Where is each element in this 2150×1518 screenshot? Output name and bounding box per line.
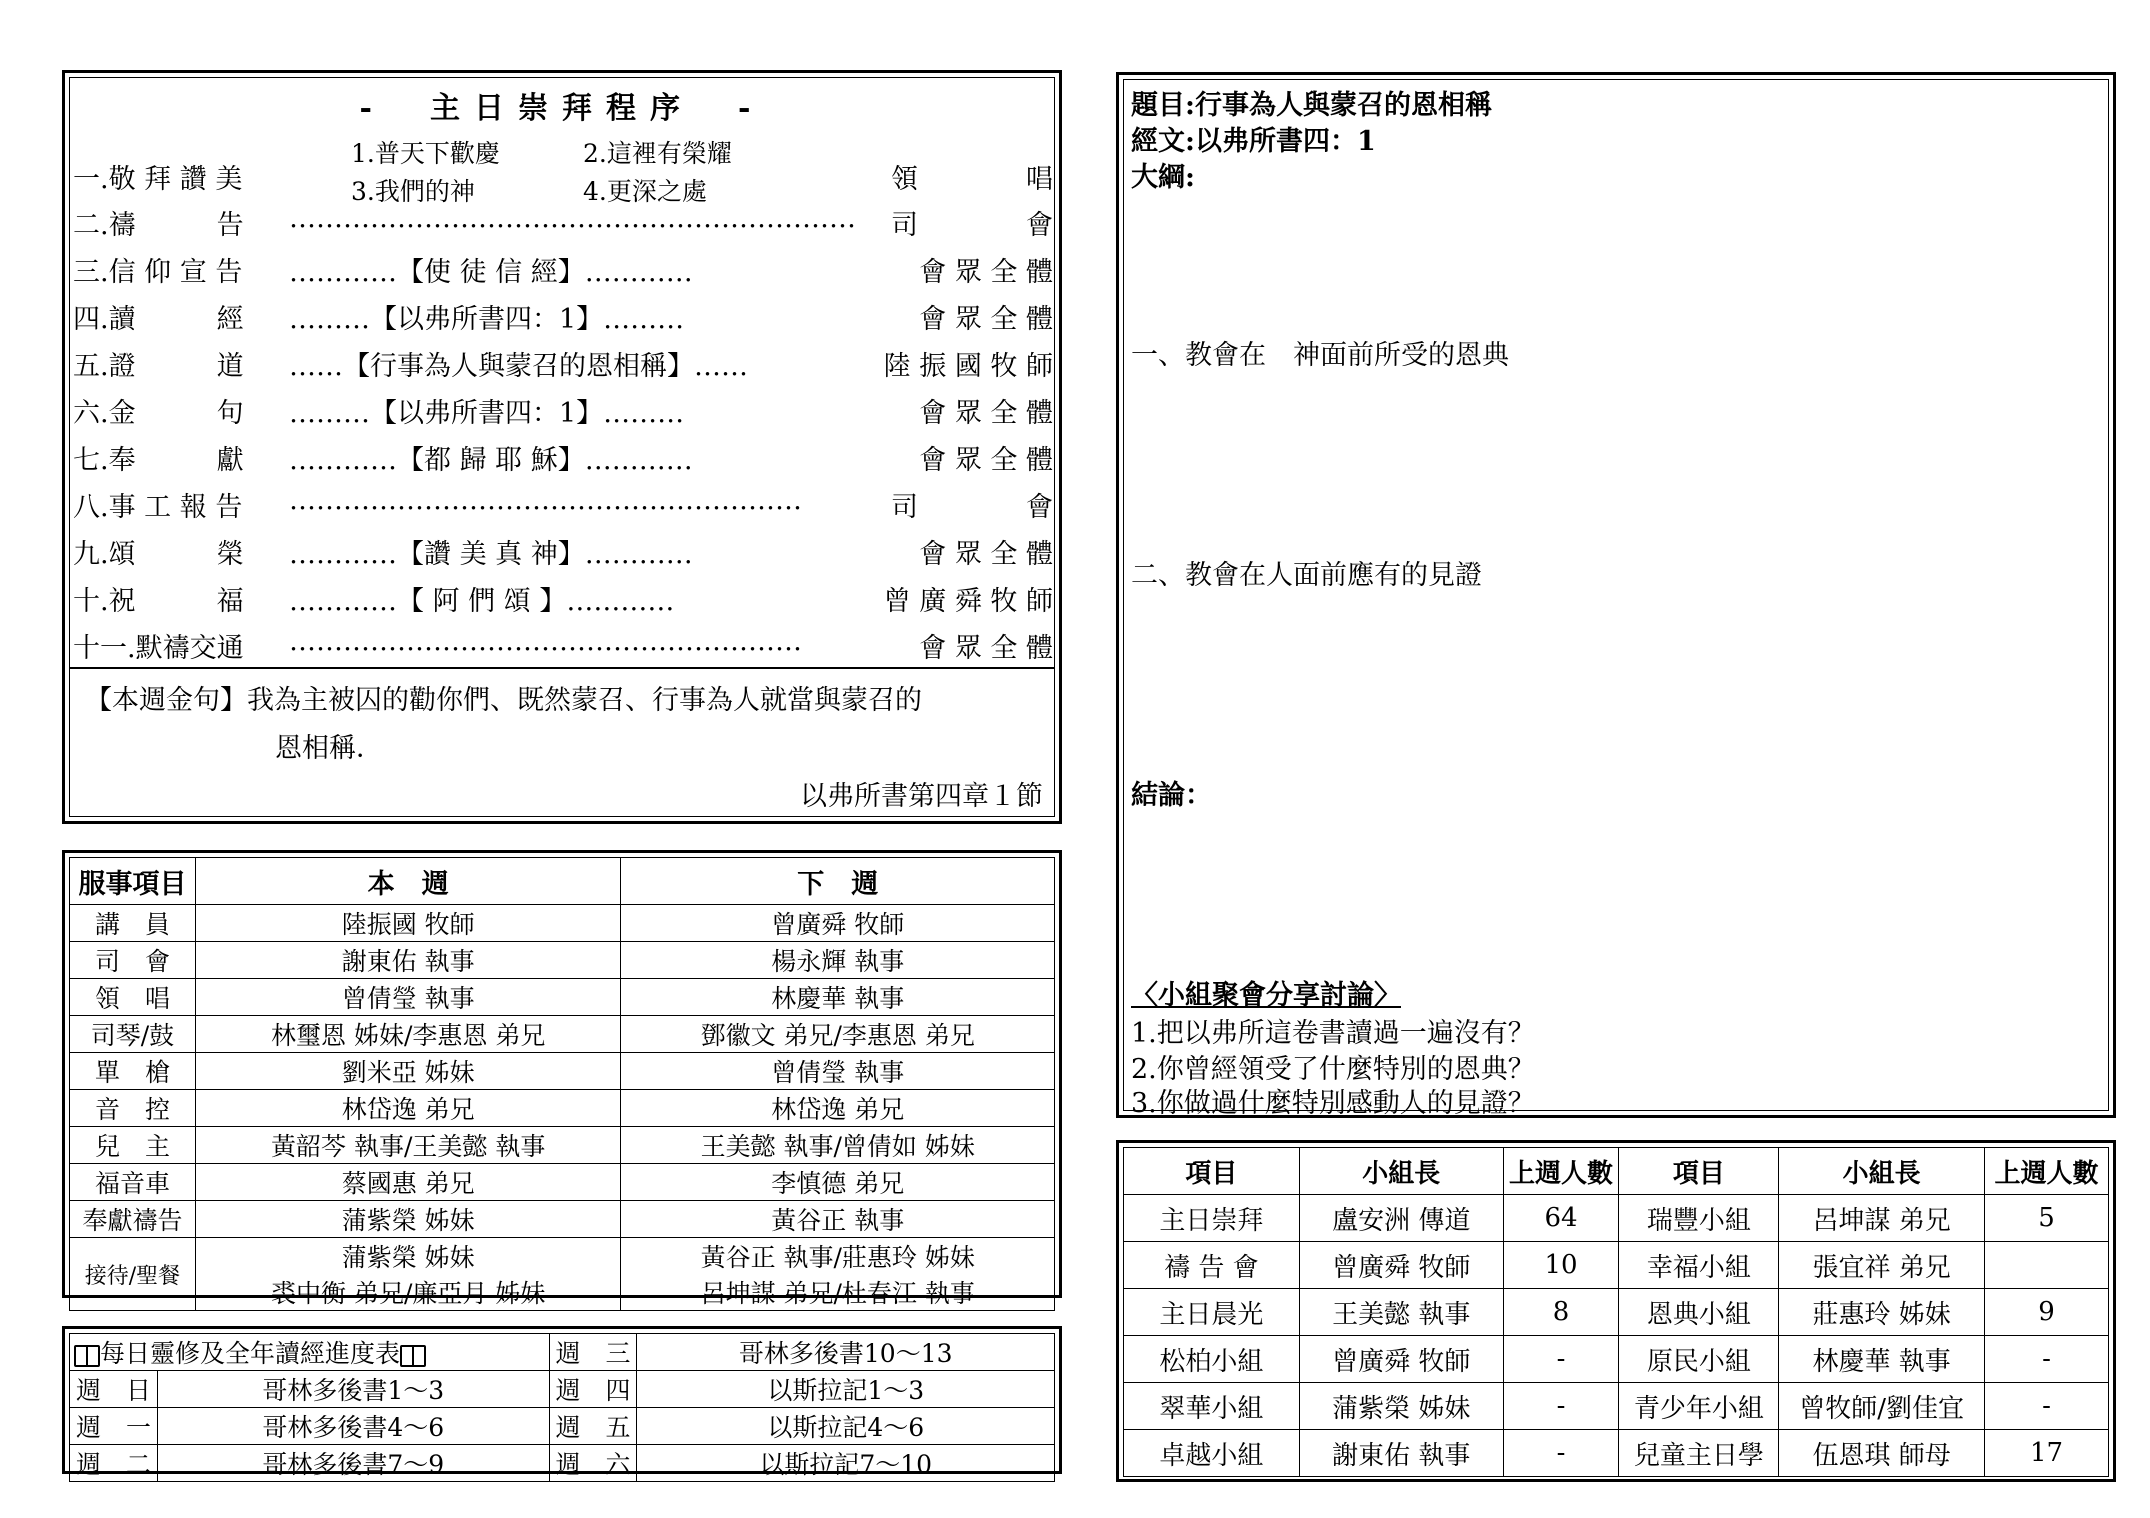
order-item-leader: 會 眾 全 體 [919,398,1053,429]
sermon-topic: 題目:行事為人與蒙召的恩相稱 [1131,90,1492,121]
group-name: 主日崇拜 [1124,1195,1300,1242]
service-cell-this-week: 蒲紫榮 姊妹 [195,1201,621,1238]
reading-day: 週 日 [70,1371,158,1408]
service-header-row [70,858,1055,905]
order-item-detail: …………【使 徒 信 經】………… [289,257,693,288]
group-row [1124,1289,2109,1336]
book-icon [74,1345,100,1367]
group-row [1124,1383,2109,1430]
group-row [1124,1336,2109,1383]
service-row [70,905,1055,942]
order-item [73,157,1053,203]
order-item [73,203,1053,249]
reading-text: 以斯拉記1～3 [637,1371,1055,1408]
group-leader: 莊惠玲 姊妹 [1779,1289,1985,1336]
reading-day: 週 六 [549,1445,637,1482]
hymn-2: 2.這裡有榮耀 [583,139,732,168]
discussion-title: 〈小組聚會分享討論〉 [1131,980,1401,1011]
service-cell-this-week: 謝東佑 執事 [195,942,621,979]
group-leader: 張宜祥 弟兄 [1779,1242,1985,1289]
service-row [70,1238,1055,1311]
group-leader: 盧安洲 傳道 [1299,1195,1503,1242]
reading-day: 週 二 [70,1445,158,1482]
group-leader: 王美懿 執事 [1299,1289,1503,1336]
service-cell-line: 黃谷正 執事/莊惠玲 姊妹 [700,1243,975,1272]
reading-title: 每日靈修及全年讀經進度表 [100,1339,401,1368]
service-roster-panel [62,850,1062,1308]
sermon-conclusion-label: 結論： [1131,780,1212,811]
sermon-point-2: 二、教會在人面前應有的見證 [1131,560,1482,591]
service-cell-next-week: 林慶華 執事 [621,979,1055,1016]
service-cell-this-week: 林岱逸 弟兄 [195,1090,621,1127]
service-cell-line: 蒲紫榮 姊妹 [341,1243,475,1272]
reading-day: 週 五 [549,1408,637,1445]
service-row [70,1201,1055,1238]
group-name: 禱 告 會 [1124,1242,1300,1289]
order-item-leader: 會 眾 全 體 [919,633,1053,664]
group-leader: 林慶華 執事 [1779,1336,1985,1383]
service-row [70,1053,1055,1090]
order-item [73,485,1053,531]
order-item [73,297,1053,343]
weekly-verse-reference: 以弗所書第四章１節 [800,781,1043,812]
reading-text: 哥林多後書7～9 [157,1445,549,1482]
group-leader: 曾廣舜 牧師 [1299,1242,1503,1289]
order-item-detail: ………【以弗所書四：1】……… [289,398,685,429]
hymn-4: 4.更深之處 [583,177,707,206]
service-cell-line: 裘中衡 弟兄/廉亞月 姊妹 [271,1279,546,1308]
order-item-label: 二.禱 告 [73,210,244,241]
group-leader: 呂坤謀 弟兄 [1779,1195,1985,1242]
group-name: 瑞豐小組 [1619,1195,1779,1242]
group-count: - [1985,1383,2109,1430]
group-count: 64 [1503,1195,1619,1242]
service-row [70,979,1055,1016]
service-cell-this-week: 曾倩瑩 執事 [195,979,621,1016]
service-cell-next-week: 林岱逸 弟兄 [621,1090,1055,1127]
order-item [73,391,1053,437]
discussion-question-2: 2.你曾經領受了什麼特別的恩典？ [1131,1054,1535,1085]
reading-day: 週 四 [549,1371,637,1408]
service-cell-role: 司 會 [70,942,196,979]
weekly-verse-line1: 【本週金句】我為主被囚的勸你們、既然蒙召、行事為人就當與蒙召的 [85,685,922,716]
verse-divider [69,667,1055,669]
group-header-count: 上週人數 [1985,1148,2109,1195]
group-count: - [1503,1336,1619,1383]
order-item-detail: ………【以弗所書四：1】……… [289,304,685,335]
reading-title-cell [70,1334,550,1371]
group-name: 恩典小組 [1619,1289,1779,1336]
reading-text: 以斯拉記7～10 [637,1445,1055,1482]
order-item-detail: ……【行事為人與蒙召的恩相稱】…… [289,351,748,382]
group-name: 主日晨光 [1124,1289,1300,1336]
group-header-leader: 小組長 [1779,1148,1985,1195]
service-cell-next-week: 李慎德 弟兄 [621,1164,1055,1201]
reading-header-row [70,1334,1055,1371]
service-cell-role: 兒 主 [70,1127,196,1164]
service-header-next-week: 下 週 [621,858,1055,905]
order-item-leader: 會 眾 全 體 [919,445,1053,476]
group-count: 5 [1985,1195,2109,1242]
reading-text: 哥林多後書4～6 [157,1408,549,1445]
service-cell-this-week: 蔡國惠 弟兄 [195,1164,621,1201]
service-cell-next-week: 曾廣舜 牧師 [621,905,1055,942]
order-item [73,438,1053,484]
service-cell-next-week: 曾倩瑩 執事 [621,1053,1055,1090]
reading-day: 週 一 [70,1408,158,1445]
order-item-leader: 陸 振 國 牧 師 [883,351,1053,382]
group-name: 幸福小組 [1619,1242,1779,1289]
order-item-label: 三.信 仰 宣 告 [73,257,243,288]
group-header-item: 項目 [1124,1148,1300,1195]
service-cell-line: 呂坤謀 弟兄/杜春江 執事 [700,1279,975,1308]
order-item-detail: …………【讚 美 真 神】………… [289,539,693,570]
reading-row [70,1408,1055,1445]
order-item-detail: ………………………………………………… [289,485,802,516]
group-header-count: 上週人數 [1503,1148,1619,1195]
service-cell-this-week: 劉米亞 姊妹 [195,1053,621,1090]
group-leader: 伍恩琪 師母 [1779,1430,1985,1477]
group-count: 8 [1503,1289,1619,1336]
order-item [73,626,1053,672]
service-row [70,942,1055,979]
order-item-leader: 領 唱 [891,164,1053,195]
reading-plan-table [69,1333,1055,1482]
service-cell-this-week: 林璽恩 姊妹/李惠恩 弟兄 [195,1016,621,1053]
book-icon [400,1345,426,1367]
group-leader: 曾牧師/劉佳宜 [1779,1383,1985,1430]
service-cell-this-week: 陸振國 牧師 [195,905,621,942]
discussion-question-1: 1.把以弗所這卷書讀過一遍沒有？ [1131,1018,1535,1049]
order-item-label: 八.事 工 報 告 [73,492,243,523]
order-item-leader: 司 會 [891,210,1053,241]
service-header-item: 服事項目 [70,858,196,905]
group-name: 松柏小組 [1124,1336,1300,1383]
group-count: - [1503,1383,1619,1430]
group-attendance-panel [1116,1140,2116,1482]
service-cell-next-week: 楊永輝 執事 [621,942,1055,979]
group-leader: 曾廣舜 牧師 [1299,1336,1503,1383]
service-cell-role: 領 唱 [70,979,196,1016]
group-header-item: 項目 [1619,1148,1779,1195]
order-item-detail: …………【 阿 們 頌 】………… [289,586,675,617]
service-cell-next-week: 黃谷正 執事 [621,1201,1055,1238]
order-item-leader: 會 眾 全 體 [919,539,1053,570]
weekly-verse-line2: 恩相稱． [275,733,383,764]
group-attendance-table [1123,1147,2109,1477]
order-of-worship-panel [62,70,1062,824]
order-item-detail: ……………………………………………………… [289,203,856,234]
order-item-label: 十一.默禱交通 [73,633,244,664]
sermon-scripture: 經文:以弗所書四：1 [1131,126,1376,157]
reading-row [70,1371,1055,1408]
service-cell-role: 單 槍 [70,1053,196,1090]
order-title: - 主日崇拜程序 - [359,91,765,126]
order-item-label: 九.頌 榮 [73,539,244,570]
order-item-label: 五.證 道 [73,351,244,382]
service-cell-next-week: 王美懿 執事/曾倩如 姊妹 [621,1127,1055,1164]
group-row [1124,1242,2109,1289]
reading-text: 哥林多後書10～13 [637,1334,1055,1371]
service-cell-next-week: 鄧徽文 弟兄/李惠恩 弟兄 [621,1016,1055,1053]
hymn-1: 1.普天下歡慶 [351,139,500,168]
group-name: 原民小組 [1619,1336,1779,1383]
reading-text: 哥林多後書1～3 [157,1371,549,1408]
service-row [70,1016,1055,1053]
group-count [1985,1242,2109,1289]
service-row [70,1164,1055,1201]
hymn-3: 3.我們的神 [351,177,475,206]
service-cell-role: 福音車 [70,1164,196,1201]
sermon-notes-panel [1116,72,2116,1118]
order-item [73,579,1053,625]
order-item-detail: …………【都 歸 耶 穌】………… [289,445,693,476]
order-item-label: 四.讀 經 [73,304,244,335]
service-cell-next-week [621,1238,1055,1311]
order-item-label: 十.祝 福 [73,586,244,617]
group-header-leader: 小組長 [1299,1148,1503,1195]
order-item-leader: 會 眾 全 體 [919,304,1053,335]
sermon-inner-frame [1123,79,2109,1111]
service-cell-role: 司琴/鼓 [70,1016,196,1053]
group-count: - [1985,1336,2109,1383]
service-cell-role: 奉獻禱告 [70,1201,196,1238]
group-row [1124,1195,2109,1242]
group-row [1124,1430,2109,1477]
service-header-this-week: 本 週 [195,858,621,905]
group-count: 10 [1503,1242,1619,1289]
group-count: 17 [1985,1430,2109,1477]
discussion-question-3: 3.你做過什麼特別感動人的見證？ [1131,1088,1535,1119]
service-cell-this-week: 黃韶芩 執事/王美懿 執事 [195,1127,621,1164]
group-name: 兒童主日學 [1619,1430,1779,1477]
order-item-leader: 會 眾 全 體 [919,257,1053,288]
order-item [73,532,1053,578]
service-row [70,1127,1055,1164]
order-item-label: 七.奉 獻 [73,445,244,476]
group-count: 9 [1985,1289,2109,1336]
order-item-leader: 司 會 [891,492,1053,523]
group-leader: 蒲紫榮 姊妹 [1299,1383,1503,1430]
order-item [73,344,1053,390]
service-cell-role: 講 員 [70,905,196,942]
reading-row [70,1445,1055,1482]
service-cell-role: 接待/聖餐 [70,1238,196,1311]
order-item-detail: ………………………………………………… [289,626,802,657]
order-item-leader: 曾 廣 舜 牧 師 [883,586,1053,617]
group-count: - [1503,1430,1619,1477]
service-cell-this-week [195,1238,621,1311]
service-row [70,1090,1055,1127]
order-item-label: 六.金 句 [73,398,244,429]
group-header-row [1124,1148,2109,1195]
group-name: 卓越小組 [1124,1430,1300,1477]
service-cell-role: 音 控 [70,1090,196,1127]
order-item [73,250,1053,296]
sermon-outline-label: 大綱: [1131,162,1195,193]
order-item-label: 一.敬 拜 讚 美 [73,164,243,195]
group-name: 青少年小組 [1619,1383,1779,1430]
service-roster-table [69,857,1055,1311]
reading-plan-panel [62,1326,1062,1479]
sermon-point-1: 一、教會在 神面前所受的恩典 [1131,340,1509,371]
group-name: 翠華小組 [1124,1383,1300,1430]
reading-day: 週 三 [549,1334,637,1371]
reading-text: 以斯拉記4～6 [637,1408,1055,1445]
group-leader: 謝東佑 執事 [1299,1430,1503,1477]
